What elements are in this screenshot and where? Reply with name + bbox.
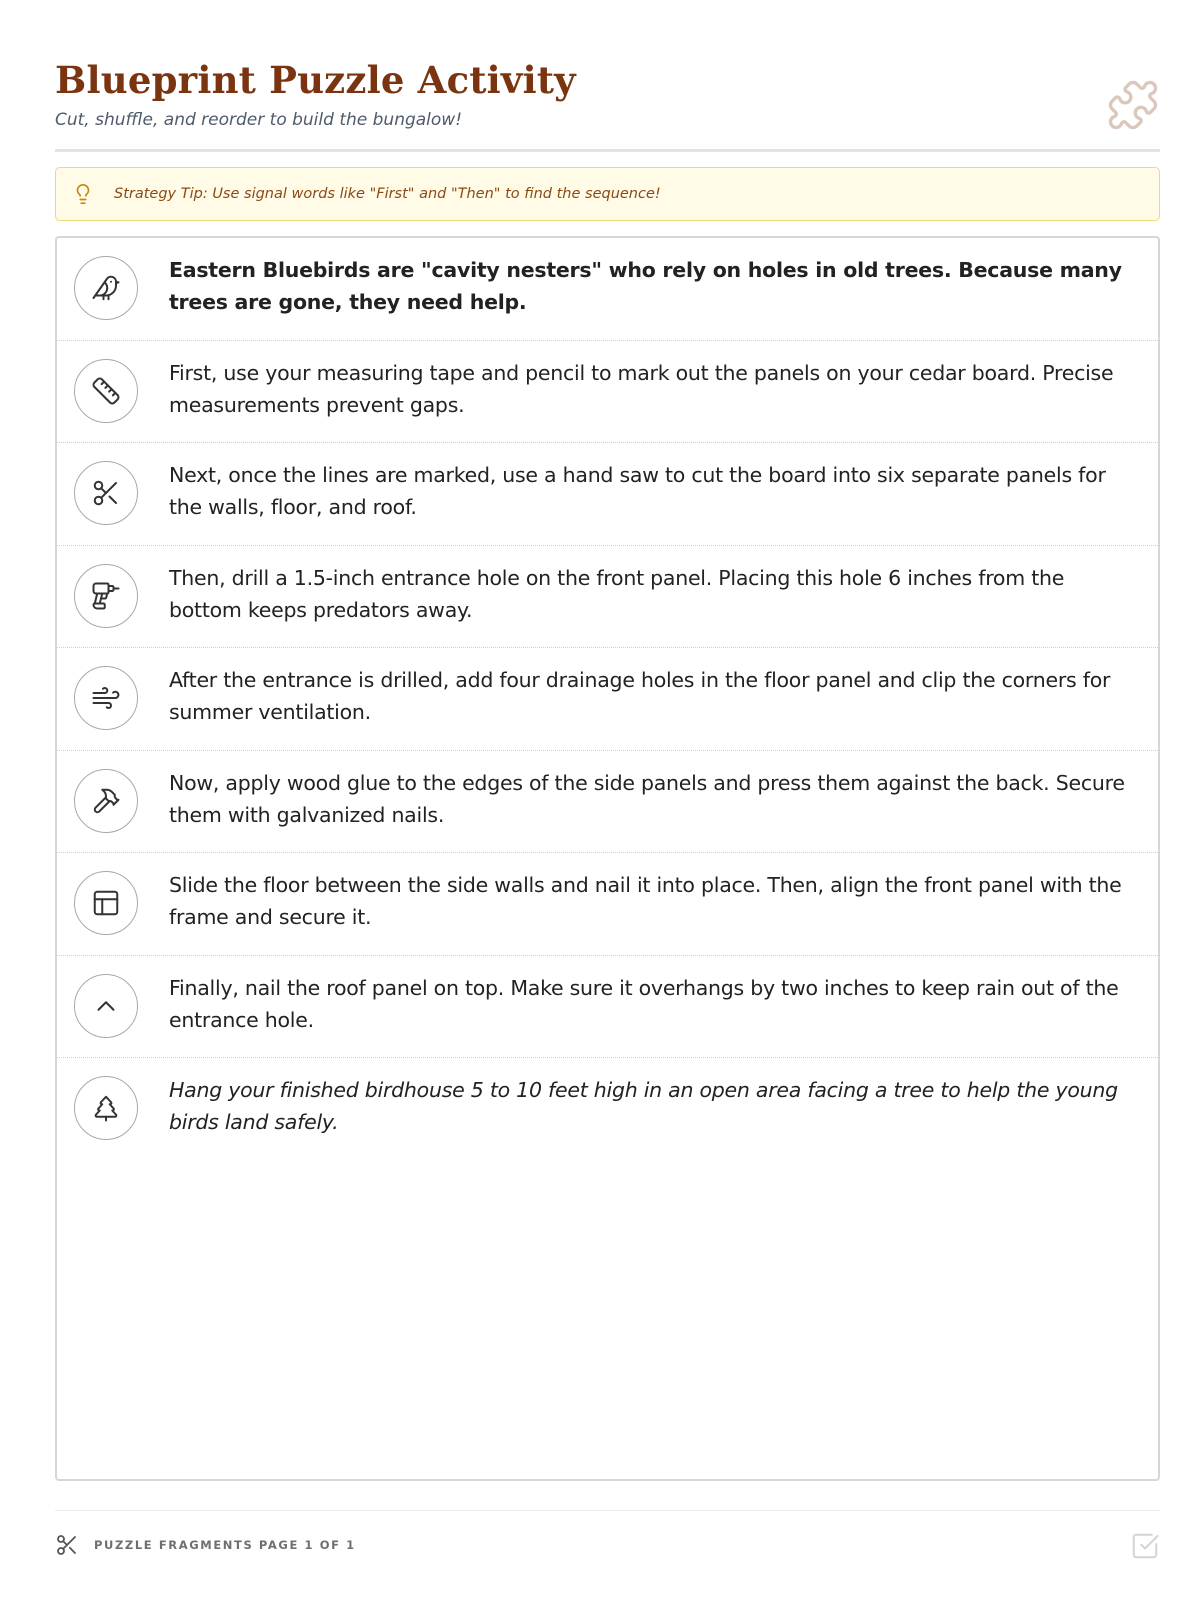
wind-icon — [91, 683, 121, 713]
tree-icon — [91, 1093, 121, 1123]
puzzle-fragment[interactable] — [57, 648, 1158, 751]
puzzle-fragment[interactable] — [57, 546, 1158, 649]
fragment-icon-badge — [74, 769, 138, 833]
fragment-icon-badge — [74, 1076, 138, 1140]
chevron-up-icon — [91, 991, 121, 1021]
fragment-text: Eastern Bluebirds are "cavity nesters" who rely on holes in old trees. Because many trees are gone, they need help. — [169, 258, 1122, 314]
page-header — [55, 56, 1160, 152]
page-title: Blueprint Puzzle Activity — [55, 58, 576, 102]
worksheet-page — [55, 0, 1160, 1600]
puzzle-piece-icon — [1106, 78, 1160, 132]
fragment-icon-badge — [74, 666, 138, 730]
fragment-text: Now, apply wood glue to the edges of the side panels and press them against the back. Secure them with galvanized nails. — [169, 770, 1125, 827]
strategy-tip — [55, 167, 1160, 221]
fragment-text: First, use your measuring tape and pencil to mark out the panels on your cedar board. Precise measurements prevent gaps. — [169, 360, 1114, 417]
puzzle-fragment[interactable] — [57, 1058, 1158, 1161]
fragment-icon-badge — [74, 871, 138, 935]
checkbox-icon — [1130, 1531, 1160, 1561]
fragment-text: Then, drill a 1.5-inch entrance hole on the front panel. Placing this hole 6 inches from the bottom keeps predators away. — [169, 565, 1065, 622]
fragment-icon-badge — [74, 974, 138, 1038]
hammer-icon — [91, 786, 121, 816]
puzzle-fragment[interactable] — [57, 751, 1158, 854]
fragment-icon-badge — [74, 461, 138, 525]
drill-icon — [91, 581, 121, 611]
page-subtitle: Cut, shuffle, and reorder to build the bungalow! — [55, 110, 463, 130]
page-footer — [55, 1510, 1160, 1560]
fragment-text: Finally, nail the roof panel on top. Make sure it overhangs by two inches to keep rain out of the entrance hole. — [169, 975, 1119, 1032]
footer-page-label: PUZZLE FRAGMENTS PAGE 1 OF 1 — [94, 1538, 356, 1552]
scissors-icon — [55, 1533, 79, 1557]
bird-icon — [91, 273, 121, 303]
fragment-text: Next, once the lines are marked, use a hand saw to cut the board into six separate panels for the walls, floor, and roof. — [169, 463, 1106, 519]
lightbulb-icon — [72, 181, 94, 207]
puzzle-fragment[interactable] — [57, 443, 1158, 546]
fragment-icon-badge — [74, 256, 138, 320]
fragment-icon-badge — [74, 564, 138, 628]
fragment-text: Slide the floor between the side walls and nail it into place. Then, align the front panel with the frame and secure it. — [169, 873, 1122, 929]
puzzle-fragment[interactable] — [57, 956, 1158, 1059]
puzzle-fragment[interactable] — [57, 238, 1158, 341]
puzzle-fragment[interactable] — [57, 853, 1158, 956]
layout-icon — [91, 888, 121, 918]
puzzle-fragment[interactable] — [57, 341, 1158, 444]
scissors-icon — [91, 478, 121, 508]
ruler-icon — [91, 376, 121, 406]
tip-text: Strategy Tip: Use signal words like "First" and "Then" to find the sequence! — [114, 186, 661, 202]
fragment-text: Hang your finished birdhouse 5 to 10 feet high in an open area facing a tree to help the young birds land safely. — [169, 1078, 1118, 1134]
fragment-text: After the entrance is drilled, add four drainage holes in the floor panel and clip the corners for summer ventilation. — [169, 668, 1111, 724]
fragment-icon-badge — [74, 359, 138, 423]
puzzle-board — [55, 236, 1160, 1481]
